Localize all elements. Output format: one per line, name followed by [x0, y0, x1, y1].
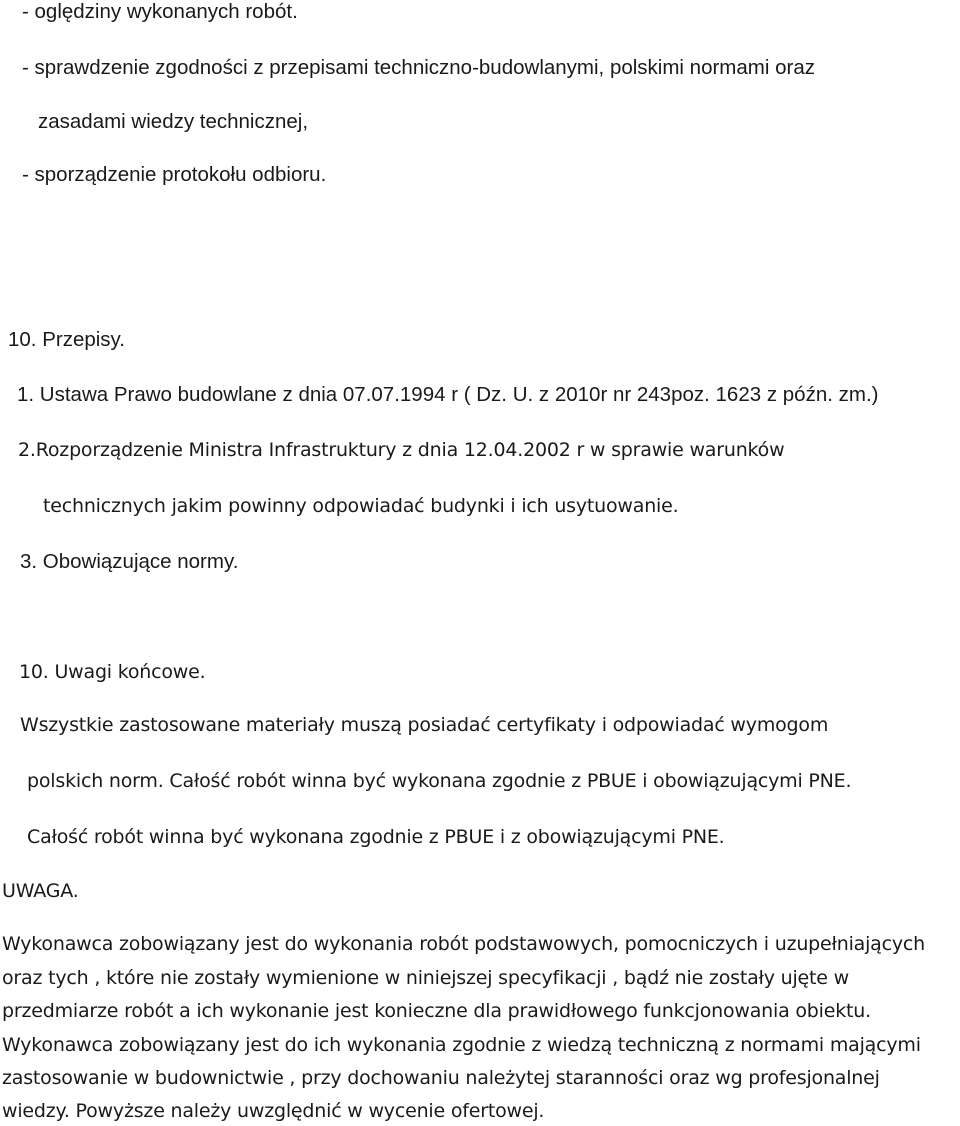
note-paragraph-line-5: zastosowanie w budownictwie , przy dochowaniu należytej staranności oraz wg profesjonalnej — [2, 1067, 880, 1089]
regulation-item-2-cont: technicznych jakim powinny odpowiadać budynki i ich usytuowanie. — [43, 495, 679, 517]
final-remarks-paragraph-2: Całość robót winna być wykonana zgodnie z PBUE i z obowiązującymi PNE. — [27, 826, 725, 848]
acceptance-step-compliance-check: - sprawdzenie zgodności z przepisami techniczno-budowlanymi, polskimi normami oraz — [22, 56, 815, 79]
final-remarks-paragraph-1-cont: polskich norm. Całość robót winna być wykonana zgodnie z PBUE i obowiązującymi PNE. — [27, 770, 852, 792]
regulation-item-2: 2.Rozporządzenie Ministra Infrastruktury z dnia 12.04.2002 r w sprawie warunków — [18, 439, 785, 461]
final-remarks-paragraph-1: Wszystkie zastosowane materiały muszą posiadać certyfikaty i odpowiadać wymogom — [20, 714, 829, 736]
note-paragraph-line-3: przedmiarze robót a ich wykonanie jest konieczne dla prawidłowego funkcjonowania obiektu. — [2, 1000, 871, 1022]
note-paragraph-line-2: oraz tych , które nie zostały wymienione w niniejszej specyfikacji , bądź nie zostały ujęte w — [2, 967, 849, 989]
regulation-item-3: 3. Obowiązujące normy. — [20, 550, 239, 573]
note-paragraph-line-4: Wykonawca zobowiązany jest do ich wykonania zgodnie z wiedzą techniczną z normami mającymi — [2, 1034, 921, 1056]
acceptance-step-compliance-check-cont: zasadami wiedzy technicznej, — [38, 110, 309, 133]
note-heading: UWAGA. — [2, 880, 79, 902]
regulation-item-1: 1. Ustawa Prawo budowlane z dnia 07.07.1994 r ( Dz. U. z 2010r nr 243poz. 1623 z późn. zm.) — [17, 383, 879, 406]
note-paragraph-line-1: Wykonawca zobowiązany jest do wykonania robót podstawowych, pomocniczych i uzupełniających — [2, 933, 926, 955]
note-paragraph-line-6: wiedzy. Powyższe należy uwzględnić w wycenie ofertowej. — [2, 1100, 545, 1122]
section-heading-final-remarks: 10. Uwagi końcowe. — [19, 661, 206, 683]
acceptance-step-protocol: - sporządzenie protokołu odbioru. — [22, 163, 327, 186]
acceptance-step-inspection: - oględziny wykonanych robót. — [22, 0, 298, 23]
section-heading-regulations: 10. Przepisy. — [8, 328, 125, 351]
